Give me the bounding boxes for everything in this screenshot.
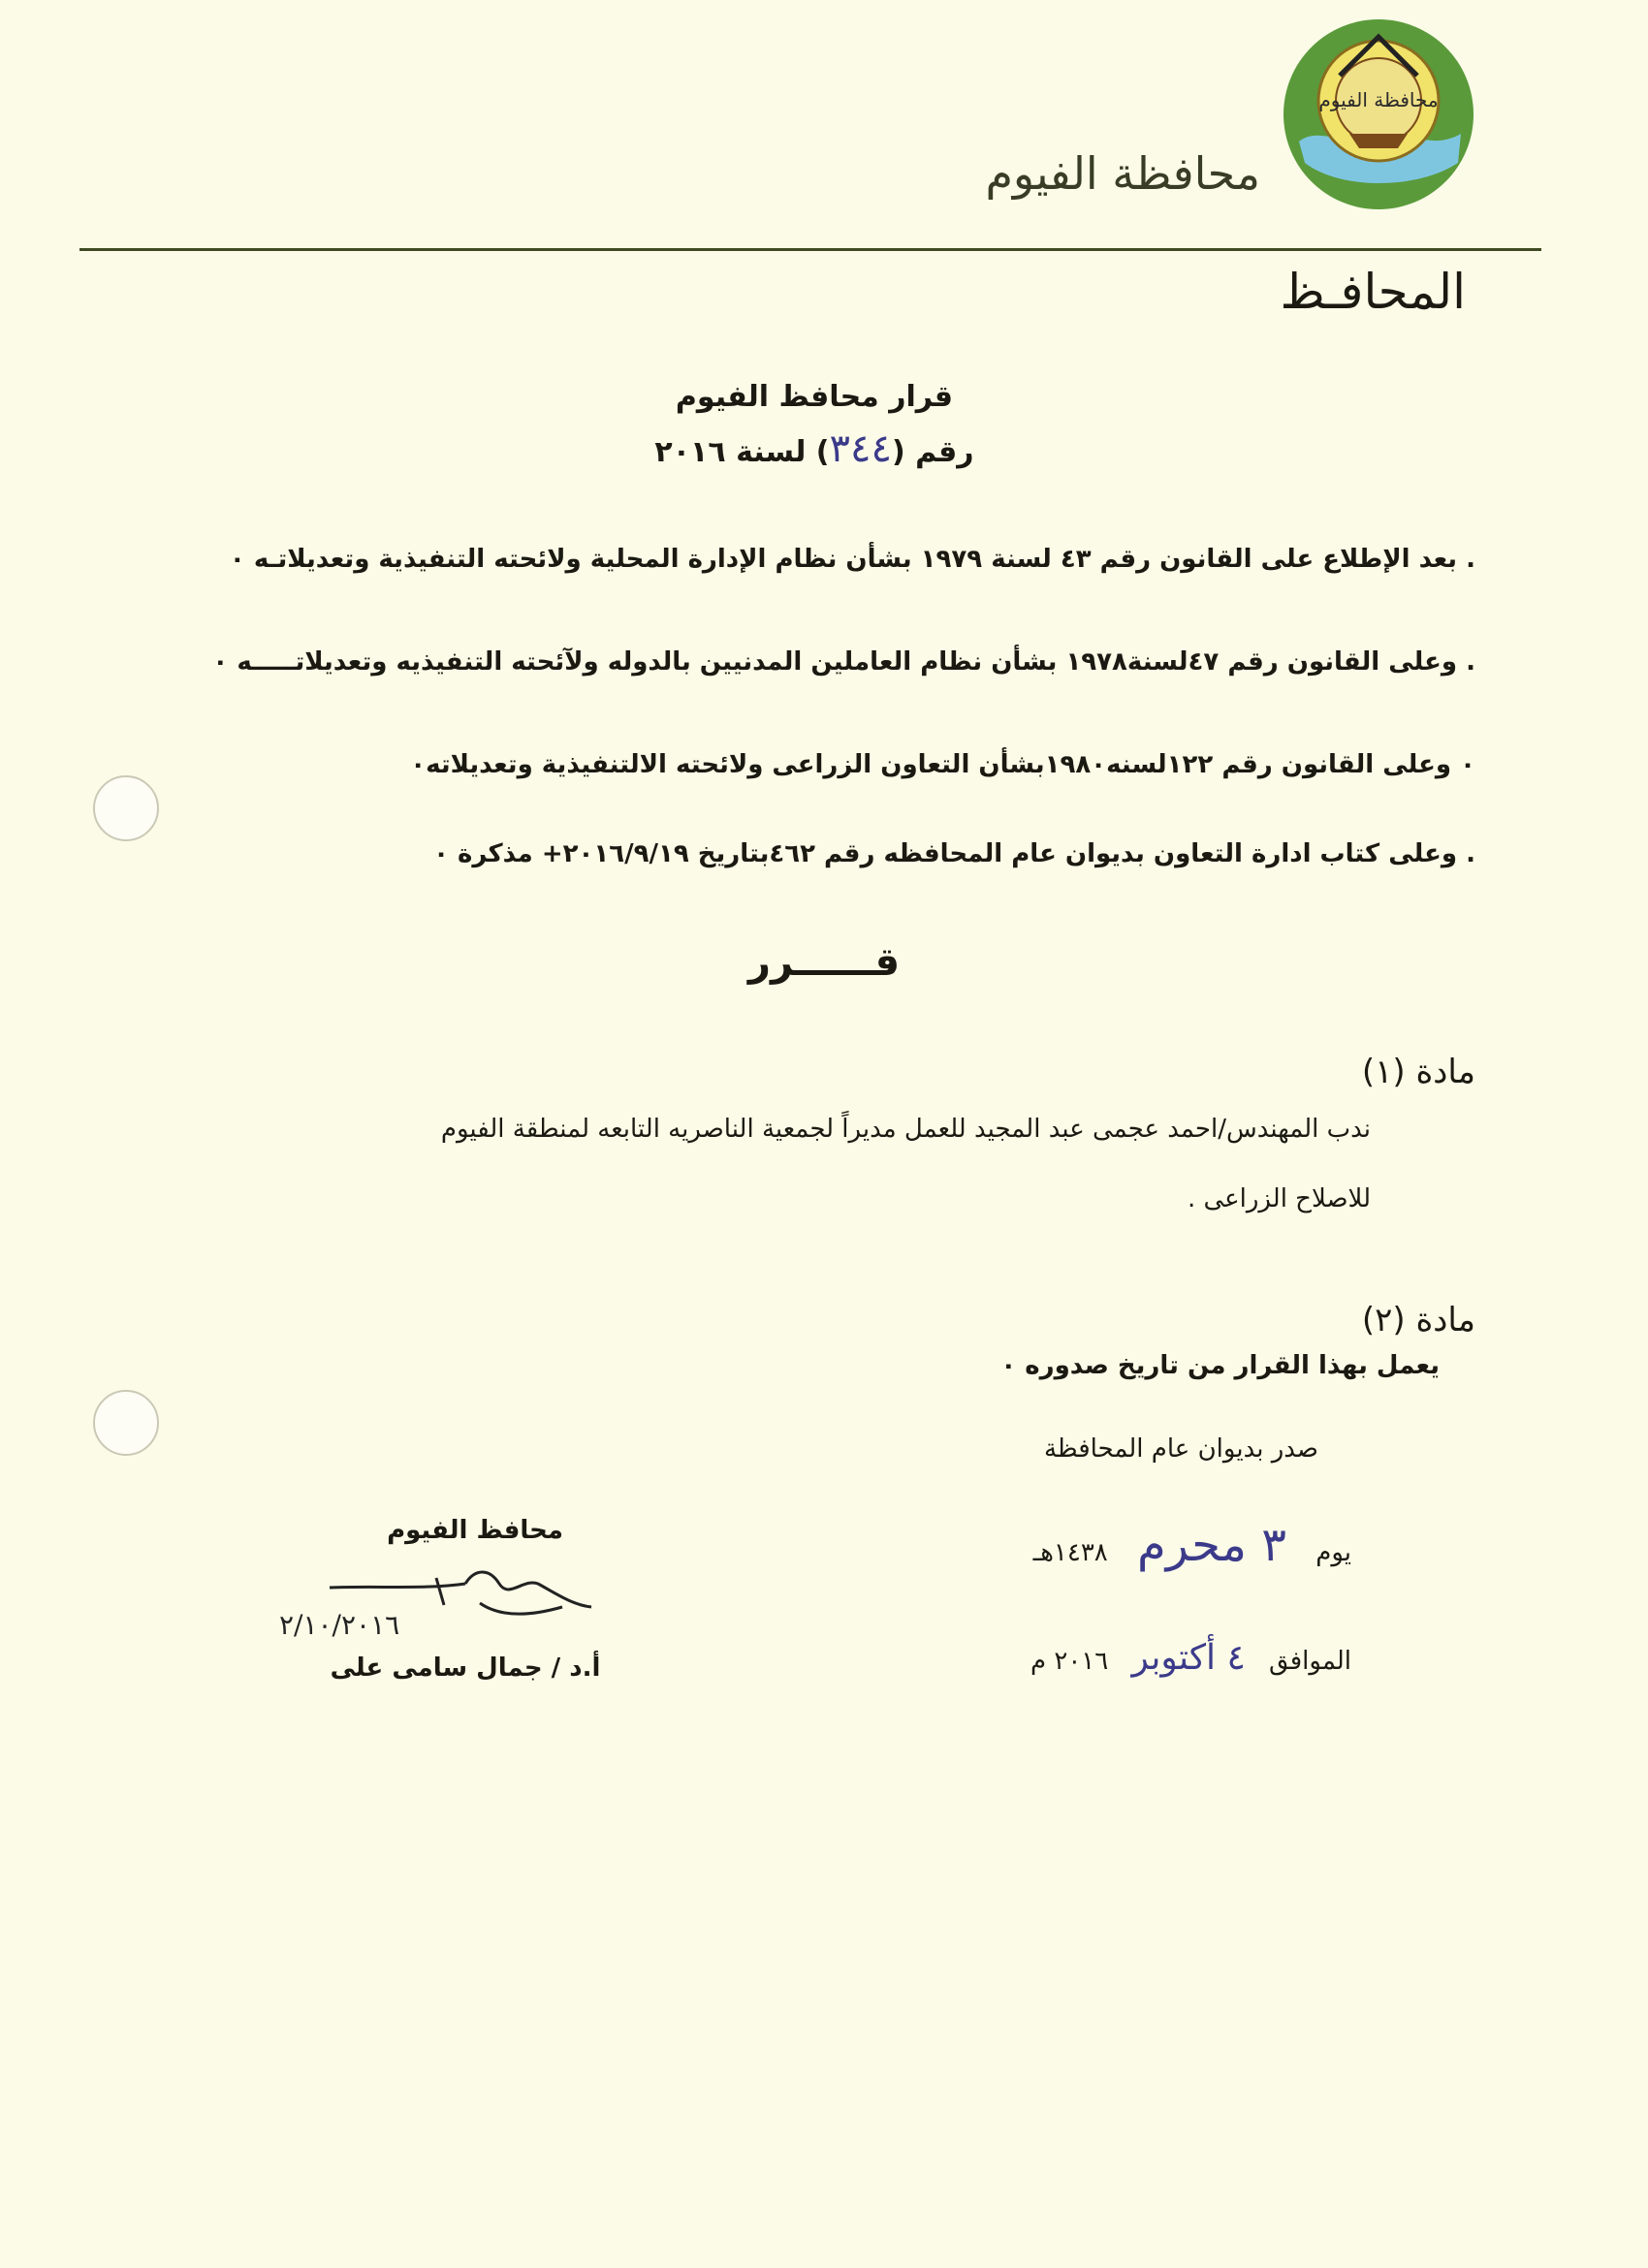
greg-year: ٢٠١٦ م: [1030, 1647, 1109, 1676]
decree-number: ٣٤٤: [829, 426, 892, 471]
corresponding-label: الموافق: [1269, 1647, 1351, 1676]
punch-hole: [93, 775, 159, 841]
office-title: المحافـظ: [1280, 264, 1466, 320]
signatory-name: أ.د / جمال سامى على: [330, 1654, 601, 1683]
hijri-date-line: [1033, 1518, 1351, 1572]
decree-title: قرار محافظ الفيوم: [675, 380, 954, 414]
decision-heading: قــــــرر: [747, 940, 901, 985]
governorate-name: محافظة الفيوم: [985, 147, 1260, 200]
article-1-heading: مادة (١): [1361, 1053, 1475, 1091]
issued-at: صدر بديوان عام المحافظة: [1043, 1434, 1318, 1464]
signatory-title: محافظ الفيوم: [387, 1516, 563, 1545]
svg-text:محافظة الفيوم: محافظة الفيوم: [1318, 88, 1439, 111]
preamble-line: ٠ وعلى القانون رقم ١٢٢لسنه١٩٨٠بشأن التعاون الزراعى ولائحته الالتنفيذية وتعديلاته٠: [410, 750, 1475, 779]
hijri-year: ١٤٣٨هـ: [1032, 1538, 1108, 1567]
day-label: يوم: [1315, 1538, 1351, 1567]
preamble-line: . بعد الإطلاع على القانون رقم ٤٣ لسنة ١٩٧٩ بشأن نظام الإدارة المحلية ولائحته التنفيذية وتعديلاتـه ٠: [229, 545, 1475, 574]
article-1-line: ندب المهندس/احمد عجمى عبد المجيد للعمل مديراً لجمعية الناصريه التابعه لمنطقة الفيوم: [440, 1115, 1371, 1144]
governorate-logo: [1282, 17, 1475, 211]
article-1-line: للاصلاح الزراعى .: [1187, 1184, 1371, 1213]
number-prefix: رقم (: [891, 435, 974, 469]
article-2-heading: مادة (٢): [1361, 1301, 1475, 1339]
decree-number-line: [543, 426, 1086, 471]
emblem-icon: [1282, 17, 1475, 211]
header-rule: [79, 248, 1541, 251]
punch-hole: [93, 1390, 159, 1456]
preamble-line: . وعلى القانون رقم ٤٧لسنة١٩٧٨ بشأن نظام العاملين المدنيين بالدوله ولآئحته التنفيذيه وتعديلاتـــــه ٠: [212, 647, 1475, 677]
greg-day: ٤ أكتوبر: [1131, 1638, 1246, 1678]
signature-date: ٢/١٠/٢٠١٦: [279, 1609, 400, 1641]
gregorian-date-line: [1030, 1638, 1351, 1678]
hijri-day: ٣ محرم: [1137, 1518, 1286, 1572]
number-suffix: ) لسنة ٢٠١٦: [654, 435, 830, 469]
article-2-line: يعمل بهذا القرار من تاريخ صدوره ٠: [1000, 1351, 1440, 1380]
preamble-line: . وعلى كتاب ادارة التعاون بديوان عام المحافظه رقم ٤٦٢بتاريخ ٢٠١٦/٩/١٩+ مذكرة ٠: [433, 839, 1475, 868]
